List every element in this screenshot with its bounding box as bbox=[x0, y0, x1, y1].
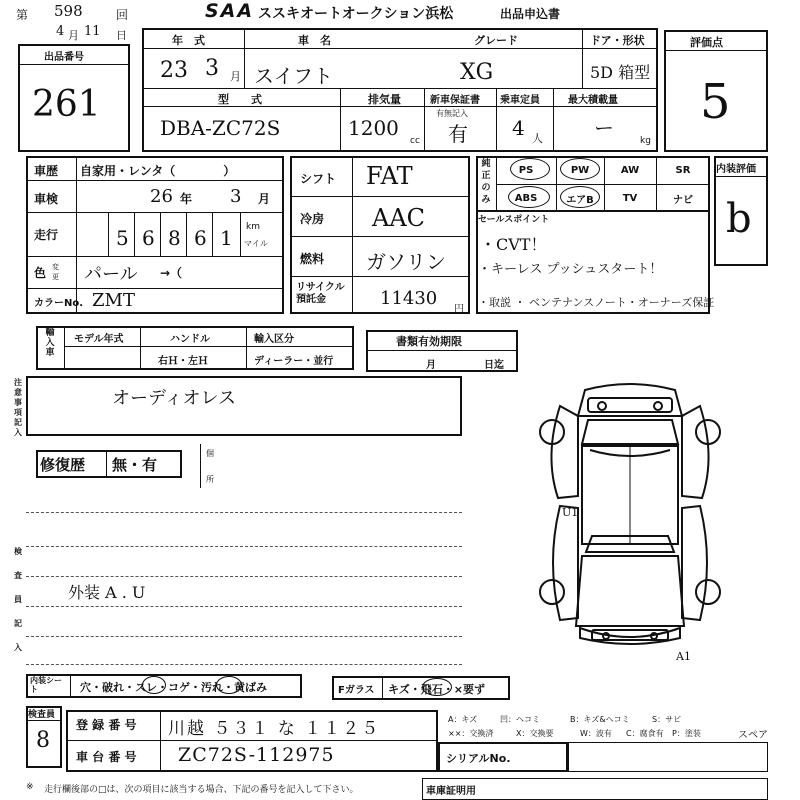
inspection-month-suffix: 月 bbox=[258, 192, 271, 206]
notes-side-label: 注意事項記入 bbox=[14, 378, 22, 437]
inspection-month: 3 bbox=[230, 186, 242, 207]
cc-value: 1200 bbox=[348, 116, 399, 140]
cc-label: 排気量 bbox=[368, 93, 401, 106]
year-month-value: 3 bbox=[205, 56, 219, 81]
airbag-circle-mark bbox=[560, 186, 600, 208]
equip-tv: TV bbox=[622, 192, 638, 204]
month-label: 月 bbox=[68, 29, 79, 42]
glass-label: Fガラス bbox=[338, 685, 375, 696]
pw-circle-mark bbox=[560, 158, 600, 180]
equip-abs: ABS bbox=[514, 192, 538, 204]
repair-history-label: 修復歴 bbox=[40, 456, 86, 474]
equip-aw: AW bbox=[620, 164, 640, 176]
garage-cert-label: 車庫証明用 bbox=[426, 786, 476, 797]
car-name-value: スイフト bbox=[254, 64, 333, 88]
legend-wave: W：波有 bbox=[580, 729, 612, 738]
shift-value: FAT bbox=[366, 162, 413, 190]
grade-value: XG bbox=[460, 60, 494, 85]
ac-label: 冷房 bbox=[300, 212, 325, 226]
import-model-year-label: モデル年式 bbox=[74, 334, 124, 345]
legend-b: B：キズ&ヘコミ bbox=[570, 715, 630, 724]
ps-circle-mark bbox=[510, 158, 550, 180]
car-damage-diagram bbox=[530, 376, 730, 656]
history-label: 車歴 bbox=[34, 164, 59, 178]
lot-number-label: 出品番号 bbox=[44, 52, 84, 63]
legend-spare: スペア bbox=[738, 730, 768, 741]
repair-side-2: 所 bbox=[206, 475, 214, 484]
glass-items: キズ・飛石・×要ず bbox=[388, 683, 485, 696]
color-arrow: →（ bbox=[160, 266, 183, 280]
import-handle-options: 右Ｈ・左Ｈ bbox=[158, 356, 208, 367]
inspector-note: 外装 A . U bbox=[68, 583, 146, 602]
sales-point-1: ・CVT！ bbox=[480, 235, 547, 254]
sales-points-label: セールスポイント bbox=[478, 215, 550, 225]
legend-paint: P：塗装 bbox=[672, 729, 701, 738]
legend-replace-needed: X：交換要 bbox=[516, 729, 554, 738]
interior-stain-circle bbox=[216, 676, 242, 694]
auction-title: ススキオートオークション浜松 bbox=[258, 6, 454, 22]
interior-score-label: 内装評価 bbox=[716, 164, 756, 175]
legend-a: A：キズ bbox=[448, 715, 478, 724]
form-subtitle: 出品申込書 bbox=[500, 7, 561, 21]
inspection-label: 車検 bbox=[34, 192, 59, 206]
model-label: 型 式 bbox=[218, 93, 262, 106]
repair-side-1: 個 bbox=[206, 449, 214, 458]
round-suffix: 回 bbox=[116, 8, 129, 22]
notes-text: オーディオレス bbox=[112, 388, 237, 409]
saa-logo: SAA bbox=[205, 0, 255, 22]
round-label: 第 bbox=[16, 8, 29, 22]
sales-point-2: ・キーレス プッシュスタート！ bbox=[478, 262, 663, 277]
fuel-value: ガソリン bbox=[366, 250, 446, 274]
load-unit: kg bbox=[640, 136, 651, 146]
color-label: 色 bbox=[34, 266, 47, 280]
recycle-label: リサイクル 預託金 bbox=[296, 282, 345, 305]
history-print: 自家用・レンタ（ ） bbox=[80, 164, 236, 178]
import-label: 輸入車 bbox=[45, 328, 55, 358]
mileage-digit-5: 1 bbox=[220, 226, 233, 250]
mileage-unit-km: km bbox=[246, 222, 260, 232]
legend-replaced: ××：交換済 bbox=[448, 729, 494, 738]
inspector-mark: 8 bbox=[36, 728, 50, 753]
colorno-label: カラーNo. bbox=[34, 298, 84, 309]
recycle-value: 11430 bbox=[380, 288, 438, 309]
mileage-digit-2: 6 bbox=[142, 226, 155, 250]
footer-mark: ※ bbox=[26, 782, 34, 792]
serial-value-field bbox=[568, 742, 768, 772]
interior-seat-items: 穴・破れ・スレ・コゲ・汚れ・黄ばみ bbox=[80, 681, 267, 694]
load-label: 最大積載量 bbox=[568, 95, 618, 106]
serial-label: シリアルNo. bbox=[446, 752, 511, 765]
abs-circle-mark bbox=[508, 186, 550, 208]
month-value: 4 bbox=[56, 24, 65, 39]
score-value: 5 bbox=[700, 74, 731, 130]
inspector-label: 検査員 bbox=[28, 710, 56, 720]
legend-dent: 凹：ヘコミ bbox=[500, 715, 540, 724]
equip-airbag: エアB bbox=[566, 194, 594, 206]
door-label: ドア・形状 bbox=[590, 34, 645, 47]
sales-point-3: ・取説 ・ ベンテナンスノート・オーナーズ保証 bbox=[478, 296, 715, 309]
warranty-sub: 有無記入 bbox=[436, 109, 468, 118]
import-type-label: 輸入区分 bbox=[254, 334, 294, 345]
recycle-unit: 円 bbox=[454, 304, 464, 315]
mileage-label: 走行 bbox=[34, 228, 59, 242]
color-sub: 変更 bbox=[52, 263, 59, 281]
ac-value: AAC bbox=[372, 204, 426, 232]
mileage-digit-1: 5 bbox=[116, 226, 129, 250]
colorno-value: ZMT bbox=[92, 290, 135, 311]
reg-number-value: 川越 ５３１ な １１２５ bbox=[168, 719, 381, 739]
glass-chip-circle bbox=[422, 678, 452, 696]
model-value: DBA-ZC72S bbox=[160, 116, 281, 140]
notes-box bbox=[26, 376, 462, 436]
chassis-number-value: ZC72S-112975 bbox=[178, 744, 335, 766]
inspection-year: 26 bbox=[150, 186, 173, 207]
mileage-unit-mile: マイル bbox=[244, 239, 268, 248]
diagram-mark-u1: U1 bbox=[562, 506, 579, 519]
lot-number-value: 261 bbox=[32, 84, 101, 125]
documents-day: 日迄 bbox=[484, 360, 504, 371]
repair-history-options: 無・有 bbox=[112, 456, 158, 474]
mileage-digit-4: 6 bbox=[194, 226, 207, 250]
diagram-mark-a1: A1 bbox=[676, 650, 691, 663]
documents-month: 月 bbox=[426, 360, 436, 371]
day-label: 日 bbox=[116, 29, 127, 42]
capacity-label: 乗車定員 bbox=[500, 95, 540, 106]
score-label: 評価点 bbox=[690, 36, 723, 49]
name-label: 車 名 bbox=[298, 34, 331, 47]
footer-note: 走行欄後部の□は、次の項目に該当する場合、下記の番号を記入して下さい。 bbox=[44, 785, 359, 795]
equip-pw: PW bbox=[570, 164, 590, 176]
equip-navi: ナビ bbox=[673, 194, 693, 206]
door-value: 5D 箱型 bbox=[590, 63, 651, 82]
equipment-label: 純正のみ bbox=[481, 159, 491, 205]
load-value: ー bbox=[594, 116, 614, 140]
mileage-digit-3: 8 bbox=[168, 226, 181, 250]
warranty-label: 新車保証書 bbox=[430, 95, 480, 106]
inspector-side-label: 検査員記入 bbox=[14, 547, 22, 652]
fuel-label: 燃料 bbox=[300, 252, 325, 266]
shift-label: シフト bbox=[300, 172, 337, 186]
legend-corrosion: C：腐食有 bbox=[626, 729, 664, 738]
color-value: パール bbox=[84, 264, 138, 285]
inspection-year-suffix: 年 bbox=[180, 192, 193, 206]
capacity-unit: 人 bbox=[532, 132, 543, 145]
year-month-suffix: 月 bbox=[230, 70, 241, 83]
cc-unit: cc bbox=[410, 136, 420, 146]
year-value: 23 bbox=[160, 58, 188, 83]
import-type-options: ディーラー・並行 bbox=[254, 356, 334, 367]
equip-sr: SR bbox=[675, 164, 691, 176]
day-value: 11 bbox=[84, 24, 101, 39]
interior-wear-circle bbox=[142, 676, 166, 694]
legend-s: S：サビ bbox=[652, 715, 682, 724]
grade-label: グレード bbox=[474, 34, 518, 47]
warranty-value: 有 bbox=[448, 122, 468, 146]
capacity-value: 4 bbox=[512, 116, 525, 140]
chassis-number-label: 車 台 番 号 bbox=[76, 750, 137, 764]
round-number: 598 bbox=[54, 2, 83, 20]
interior-seat-label: 内装シート bbox=[30, 676, 62, 694]
documents-expiry-label: 書類有効期限 bbox=[396, 335, 462, 348]
import-handle-label: ハンドル bbox=[170, 334, 210, 345]
year-label: 年 式 bbox=[172, 34, 205, 47]
reg-number-label: 登 録 番 号 bbox=[76, 718, 137, 732]
equip-ps: PS bbox=[518, 164, 534, 176]
interior-score-value: b bbox=[726, 196, 752, 242]
